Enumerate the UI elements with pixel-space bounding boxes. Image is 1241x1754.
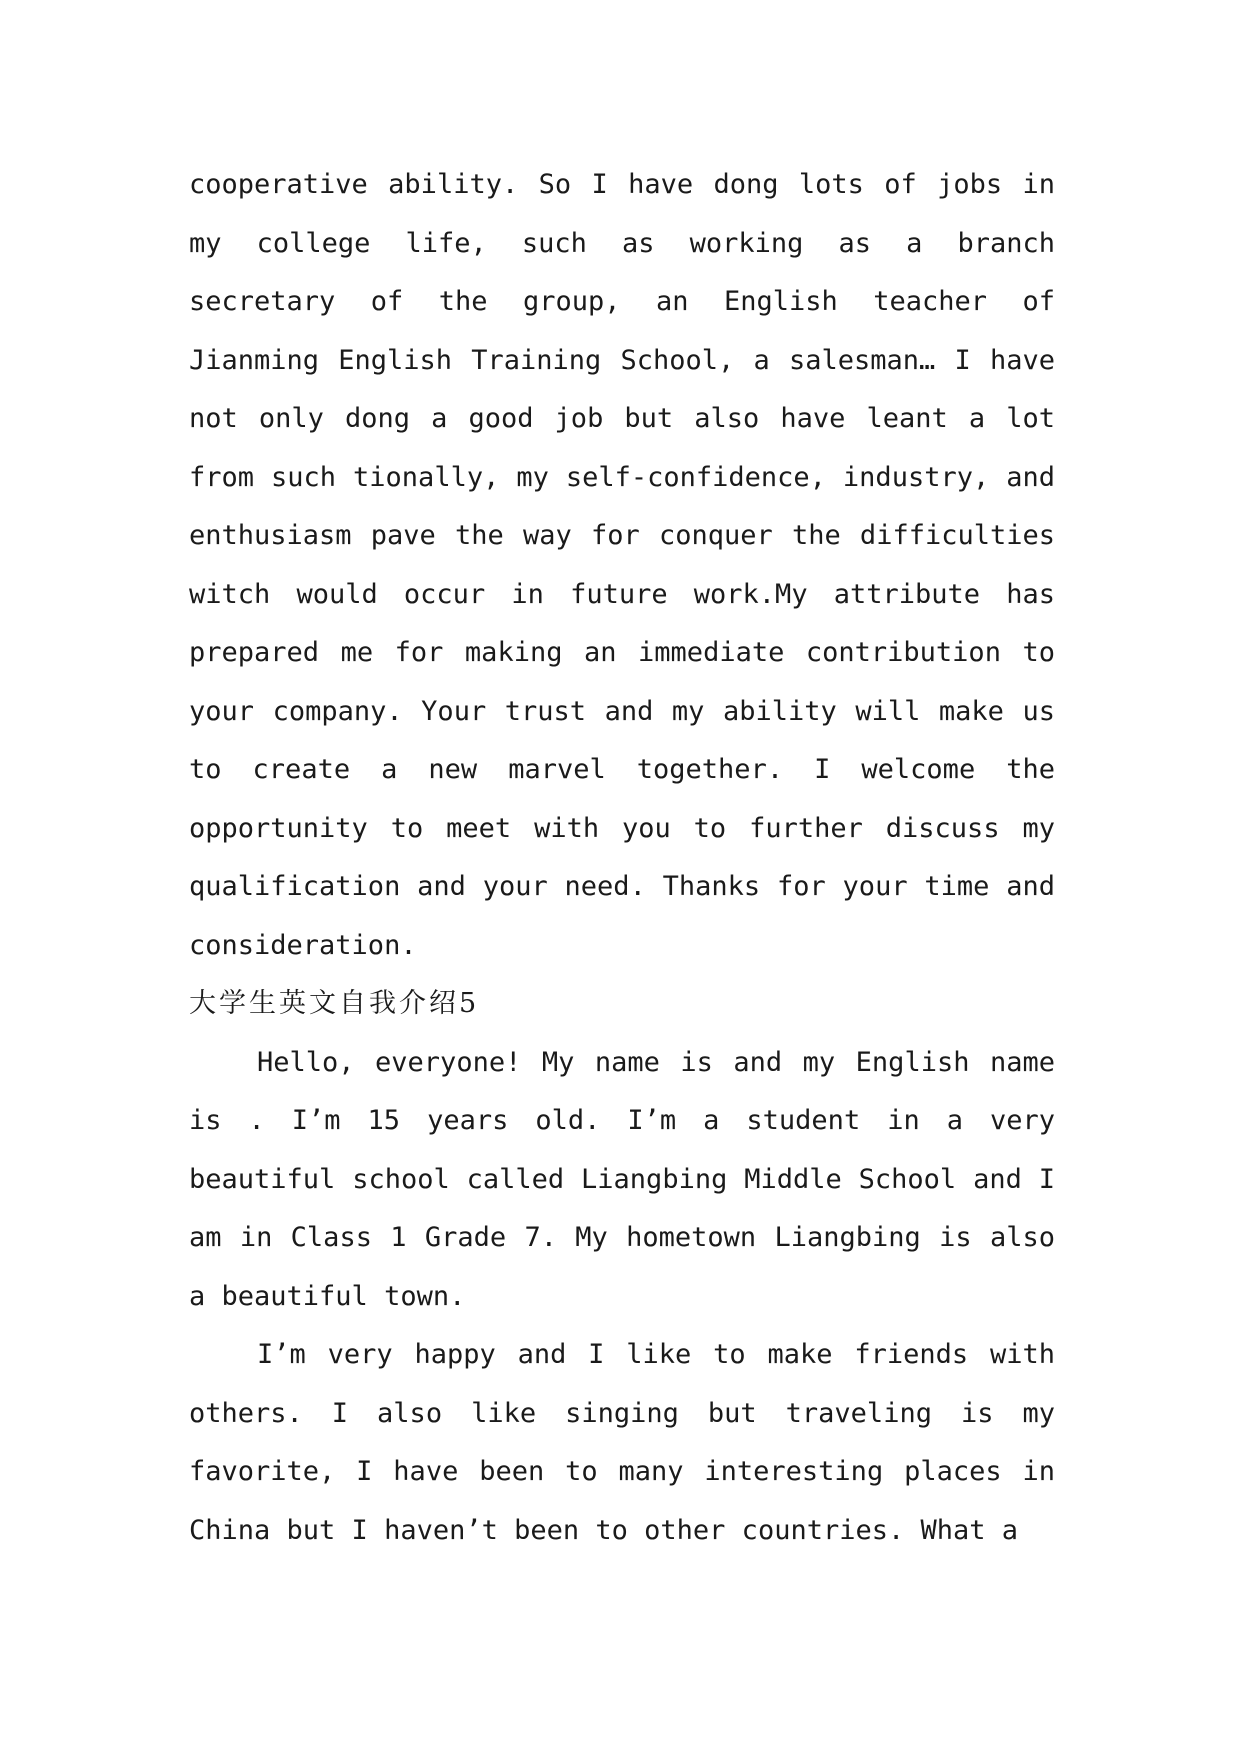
section-heading: 大学生英文自我介绍5 [189, 988, 480, 1019]
body-paragraph-hobbies: I’m very happy and I like to make friends with others. I also like singing but traveling is my favorite, I have been to many interesting places in China but I haven’t been to other countries. What a [189, 1339, 1055, 1546]
document-body [189, 156, 1055, 1560]
body-paragraph-intro: Hello, everyone! My name is and my English name is . I’m 15 years old. I’m a student in a very beautiful school called Liangbing Middle School and I am in Class 1 Grade 7. My hometown Liangbing is also a beautiful town. [189, 1046, 1055, 1312]
body-paragraph-continued: cooperative ability. So I have dong lots of jobs in my college life, such as working as a branch secretary of the group, an English teacher of Jianming English Training School, a salesman… I have not only dong a good job but also have leant a lot from such tionally, my self-confidence, industry, and enthusiasm pave the way for conquer the difficulties witch would occur in future work.My attribute has prepared me for making an immediate contribution to your company. Your trust and my ability will make us to create a new marvel together. I welcome the opportunity to meet with you to further discuss my qualification and your need. Thanks for your time and consideration. [189, 169, 1055, 961]
